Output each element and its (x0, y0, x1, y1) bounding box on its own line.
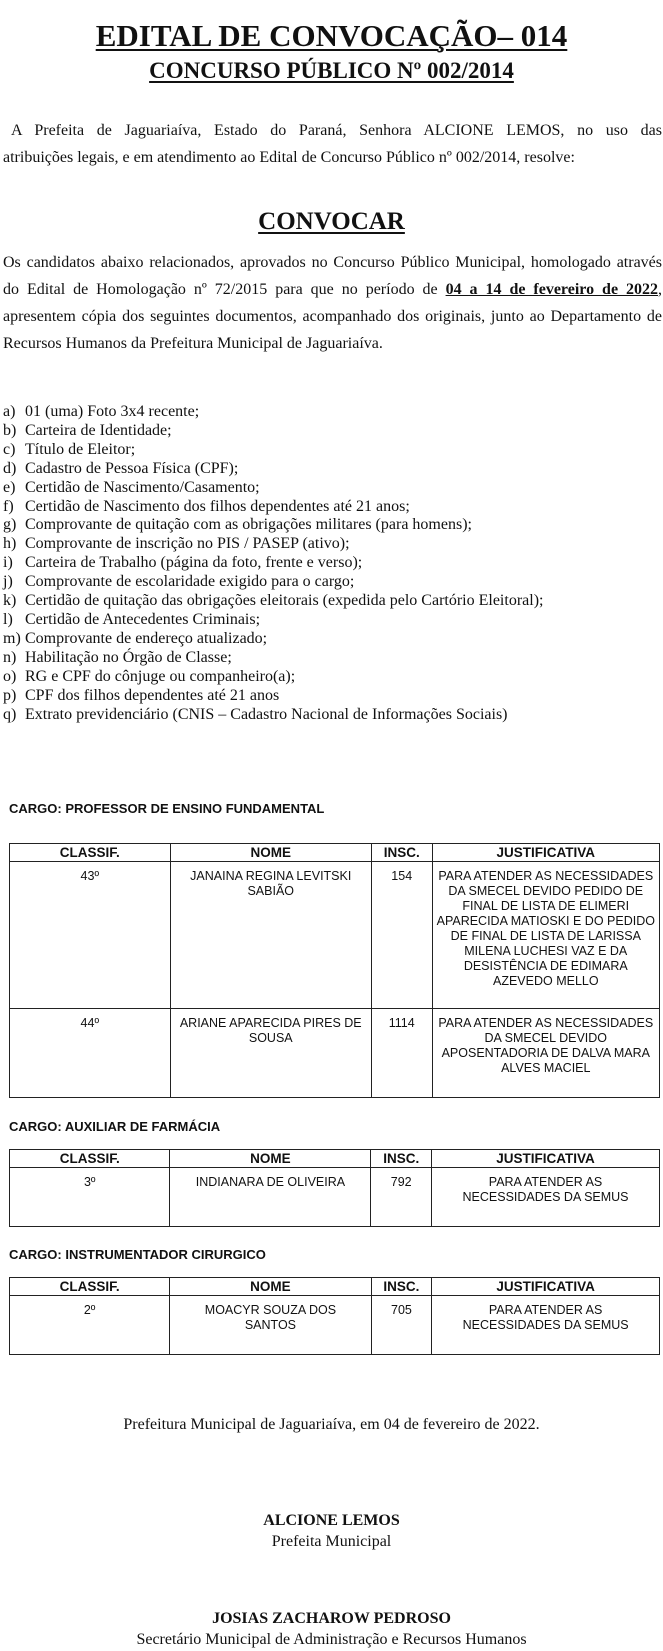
list-item-letter: c) (3, 440, 16, 458)
intro-line-1: A Prefeita de Jaguariaíva, Estado do Paraná, Senhora ALCIONE LEMOS, no uso das (11, 122, 662, 139)
list-item-letter: q) (3, 705, 17, 723)
cell-nome: INDIANARA DE OLIVEIRA (170, 1168, 371, 1227)
list-item-letter: i) (3, 554, 13, 572)
list-item-text: Título de Eleitor; (25, 440, 136, 458)
table-row (10, 1296, 660, 1355)
document-list-item (3, 554, 543, 573)
list-item-text: Extrato previdenciário (CNIS – Cadastro Nacional de Informações Sociais) (25, 705, 508, 723)
document-subtitle: CONCURSO PÚBLICO Nº 002/2014 (149, 58, 514, 83)
col-header-insc: INSC. (371, 1150, 432, 1168)
list-item-text: Certidão de Nascimento/Casamento; (25, 478, 260, 496)
list-item-text: Certidão de quitação das obrigações eleitorais (expedida pelo Cartório Eleitoral); (25, 592, 544, 610)
table-row (10, 1009, 660, 1098)
list-item-text: Cadastro de Pessoa Física (CPF); (25, 459, 239, 477)
col-header-justificativa: JUSTIFICATIVA (432, 844, 659, 862)
document-list-item (3, 611, 543, 630)
document-list-item (3, 422, 543, 441)
signer-2-name: JOSIAS ZACHAROW PEDROSO (212, 1610, 451, 1627)
list-item-text: Comprovante de escolaridade exigido para o cargo; (25, 573, 355, 591)
table-row (10, 862, 660, 1009)
document-list-item (3, 573, 543, 592)
intro-paragraph (3, 117, 662, 171)
list-item-letter: a) (3, 403, 16, 420)
document-list-item (3, 687, 543, 706)
list-item-letter: h) (3, 535, 17, 553)
document-list-item (3, 706, 543, 725)
list-item-text: RG e CPF do cônjuge ou companheiro(a); (25, 667, 296, 685)
cell-insc: 705 (371, 1296, 432, 1355)
list-item-text: Carteira de Identidade; (25, 421, 172, 439)
list-item-text: 01 (uma) Foto 3x4 recente; (25, 403, 200, 420)
cell-justificativa: PARA ATENDER AS NECESSIDADES DA SEMUS (432, 1168, 660, 1227)
col-header-classif: CLASSIF. (10, 1278, 170, 1296)
list-item-text: Comprovante de inscrição no PIS / PASEP (ativo); (25, 535, 350, 553)
list-item-letter: n) (3, 648, 17, 666)
intro-line-2: atribuições legais, e em atendimento ao Edital de Concurso Público nº 002/2014, resolve: (3, 149, 575, 166)
list-item-letter: l) (3, 610, 13, 628)
document-list-item (3, 479, 543, 498)
cell-justificativa: PARA ATENDER AS NECESSIDADES DA SEMUS (432, 1296, 660, 1355)
cell-classif: 2º (10, 1296, 170, 1355)
signer-1-role: Prefeita Municipal (271, 1533, 392, 1550)
list-item-letter: d) (3, 459, 17, 477)
document-list (3, 403, 543, 724)
col-header-insc: INSC. (371, 1278, 432, 1296)
list-item-letter: f) (3, 497, 14, 515)
document-list-item (3, 668, 543, 687)
table-header-row (10, 844, 660, 862)
table-row (10, 1168, 660, 1227)
list-item-letter: k) (3, 592, 17, 610)
col-header-justificativa: JUSTIFICATIVA (432, 1150, 660, 1168)
table-header-row (10, 1150, 660, 1168)
col-header-classif: CLASSIF. (10, 844, 171, 862)
list-item-text: CPF dos filhos dependentes até 21 anos (25, 686, 280, 704)
document-list-item (3, 592, 543, 611)
list-item-letter: p) (3, 686, 17, 704)
cell-classif: 44º (10, 1009, 171, 1098)
list-item-letter: o) (3, 667, 17, 685)
body-paragraph (3, 249, 662, 357)
col-header-nome: NOME (170, 1150, 371, 1168)
col-header-nome: NOME (170, 1278, 371, 1296)
signer-1-name: ALCIONE LEMOS (263, 1512, 400, 1529)
list-item-text: Certidão de Antecedentes Criminais; (25, 610, 261, 628)
col-header-justificativa: JUSTIFICATIVA (432, 1278, 660, 1296)
list-item-text: Habilitação no Órgão de Classe; (25, 648, 232, 666)
cell-nome: ARIANE APARECIDA PIRES DE SOUSA (170, 1009, 371, 1098)
cargo-title: CARGO: PROFESSOR DE ENSINO FUNDAMENTAL (9, 801, 325, 816)
signer-2-role: Secretário Municipal de Administração e Recursos Humanos (136, 1631, 527, 1648)
place-date: Prefeitura Municipal de Jaguariaíva, em 04 de fevereiro de 2022. (123, 1416, 540, 1433)
cargo-title: CARGO: AUXILIAR DE FARMÁCIA (9, 1119, 221, 1134)
candidates-table (9, 843, 660, 1098)
document-title: EDITAL DE CONVOCAÇÃO– 014 (95, 18, 568, 53)
document-list-item (3, 630, 543, 649)
cell-classif: 3º (10, 1168, 170, 1227)
list-item-text: Certidão de Nascimento dos filhos dependentes até 21 anos; (25, 497, 410, 515)
period-highlight: 04 a 14 de fevereiro de 2022 (445, 281, 659, 298)
document-list-item (3, 498, 543, 517)
col-header-nome: NOME (170, 844, 371, 862)
document-list-item (3, 441, 543, 460)
list-item-letter: e) (3, 478, 16, 496)
cell-classif: 43º (10, 862, 171, 1009)
cargo-title: CARGO: INSTRUMENTADOR CIRURGICO (9, 1247, 266, 1262)
list-item-letter: b) (3, 421, 17, 439)
table-header-row (10, 1278, 660, 1296)
cell-nome: MOACYR SOUZA DOS SANTOS (170, 1296, 371, 1355)
body-text-2: , apresentem cópia dos seguintes documentos, acompanhado dos originais, junto ao Departamento de Recursos Humanos da Prefeitura Municipal de Jaguariaíva. (3, 281, 663, 352)
body-text-1: Os candidatos abaixo relacionados, aprovados no Concurso Público Municipal, homologado através do Edital de Homologação nº 72/2015 para que no período de (3, 254, 662, 298)
convocar-heading: CONVOCAR (258, 208, 405, 235)
candidates-table (9, 1277, 660, 1355)
list-item-letter: j) (3, 573, 13, 591)
document-list-item (3, 535, 543, 554)
cell-insc: 1114 (371, 1009, 432, 1098)
candidates-table (9, 1149, 660, 1227)
cell-nome: JANAINA REGINA LEVITSKI SABIÃO (170, 862, 371, 1009)
list-item-text: Comprovante de quitação com as obrigações militares (para homens); (25, 516, 472, 534)
col-header-classif: CLASSIF. (10, 1150, 170, 1168)
document-list-item (3, 516, 543, 535)
document-list-item (3, 403, 543, 422)
cell-justificativa: PARA ATENDER AS NECESSIDADES DA SMECEL DEVIDO APOSENTADORIA DE DALVA MARA ALVES MACIEL (432, 1009, 659, 1098)
col-header-insc: INSC. (371, 844, 432, 862)
document-list-item (3, 460, 543, 479)
list-item-text: Carteira de Trabalho (página da foto, frente e verso); (25, 554, 363, 572)
cell-insc: 792 (371, 1168, 432, 1227)
list-item-text: Comprovante de endereço atualizado; (25, 629, 268, 647)
document-list-item (3, 649, 543, 668)
list-item-letter: g) (3, 516, 17, 534)
cell-justificativa: PARA ATENDER AS NECESSIDADES DA SMECEL DEVIDO PEDIDO DE FINAL DE LISTA DE ELIMERI APARECIDA MATIOSKI E DO PEDIDO DE FINAL DE LISTA DE LARISSA MILENA LUCHESI VAZ E DA DESISTÊNCIA DE EDIMARA AZEVEDO MELLO (432, 862, 659, 1009)
cell-insc: 154 (371, 862, 432, 1009)
list-item-letter: m) (3, 629, 21, 647)
